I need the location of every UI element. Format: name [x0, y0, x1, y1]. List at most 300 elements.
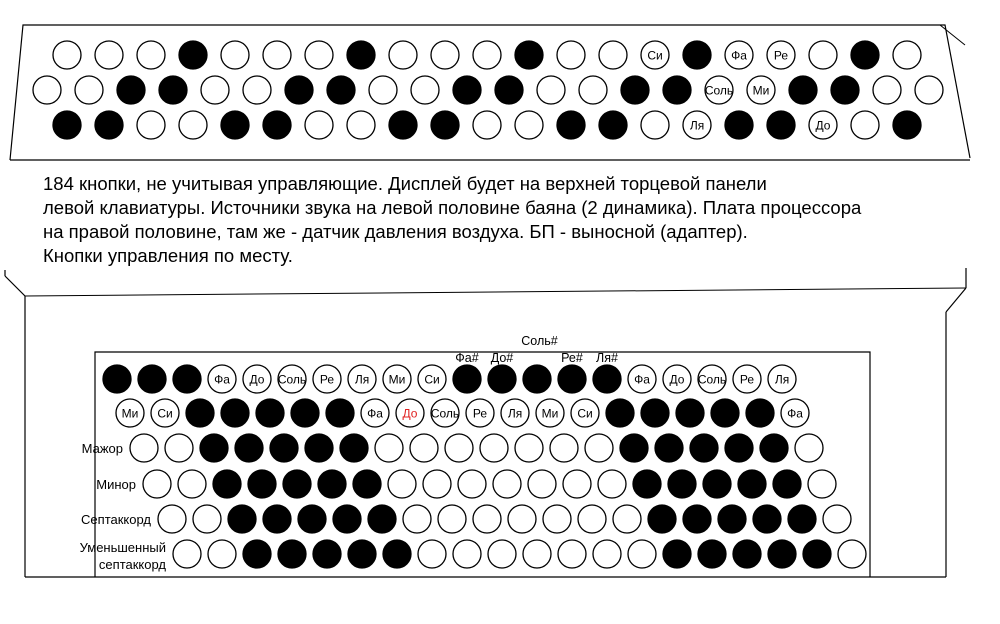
keyboard-button[interactable]: [200, 434, 228, 462]
keyboard-button[interactable]: [585, 434, 613, 462]
keyboard-button[interactable]: [683, 505, 711, 533]
black-button: [318, 470, 346, 498]
keyboard-button[interactable]: [515, 41, 543, 69]
keyboard-button[interactable]: [663, 76, 691, 104]
keyboard-button[interactable]: [528, 470, 556, 498]
keyboard-button[interactable]: [431, 399, 459, 427]
black-button: [641, 399, 669, 427]
keyboard-button[interactable]: [151, 399, 179, 427]
note-label: Соль: [704, 83, 734, 98]
keyboard-button[interactable]: [179, 41, 207, 69]
keyboard-button[interactable]: [313, 540, 341, 568]
note-label: Ми: [388, 372, 406, 387]
white-button: [347, 111, 375, 139]
black-button: [138, 365, 166, 393]
white-button: [165, 434, 193, 462]
keyboard-button[interactable]: [333, 505, 361, 533]
note-label: Ля: [774, 372, 790, 387]
black-button: [263, 505, 291, 533]
keyboard-button[interactable]: [285, 76, 313, 104]
black-button: [606, 399, 634, 427]
keyboard-button[interactable]: [283, 470, 311, 498]
keyboard-button[interactable]: [318, 470, 346, 498]
keyboard-button[interactable]: [753, 505, 781, 533]
white-button: [488, 540, 516, 568]
keyboard-button[interactable]: [606, 399, 634, 427]
keyboard-button[interactable]: [243, 540, 271, 568]
chord-row-label: Септаккорд: [81, 512, 151, 527]
black-button: [213, 470, 241, 498]
black-button: [221, 111, 249, 139]
keyboard-button[interactable]: [243, 76, 271, 104]
keyboard-button[interactable]: [593, 365, 621, 393]
keyboard-button[interactable]: [668, 470, 696, 498]
keyboard-button[interactable]: [313, 365, 341, 393]
black-button: [515, 41, 543, 69]
keyboard-button[interactable]: [641, 111, 669, 139]
keyboard-button[interactable]: [347, 111, 375, 139]
black-button: [746, 399, 774, 427]
sharp-label: Фа#: [455, 351, 479, 365]
keyboard-button[interactable]: [683, 111, 711, 139]
keyboard-button[interactable]: [95, 41, 123, 69]
white-button: [493, 470, 521, 498]
keyboard-button[interactable]: [173, 540, 201, 568]
black-button: [347, 41, 375, 69]
keyboard-button[interactable]: [431, 111, 459, 139]
keyboard-button[interactable]: [893, 111, 921, 139]
note-label: Фа: [214, 372, 230, 387]
black-button: [95, 111, 123, 139]
keyboard-button[interactable]: [809, 111, 837, 139]
keyboard-button[interactable]: [648, 505, 676, 533]
keyboard-button[interactable]: [369, 76, 397, 104]
white-button: [893, 41, 921, 69]
black-button: [633, 470, 661, 498]
keyboard-button[interactable]: [193, 505, 221, 533]
white-button: [585, 434, 613, 462]
keyboard-button[interactable]: [557, 41, 585, 69]
keyboard-button[interactable]: [725, 434, 753, 462]
white-button: [598, 470, 626, 498]
keyboard-button[interactable]: [789, 76, 817, 104]
keyboard-button[interactable]: [767, 111, 795, 139]
note-label: Ре: [319, 372, 335, 387]
black-button: [368, 505, 396, 533]
keyboard-button[interactable]: [823, 505, 851, 533]
bottom-keyboard-buttons: [80, 334, 866, 572]
keyboard-button[interactable]: [746, 399, 774, 427]
top-keyboard-buttons: [33, 41, 943, 139]
keyboard-button[interactable]: [599, 111, 627, 139]
keyboard-button[interactable]: [690, 434, 718, 462]
keyboard-button[interactable]: [641, 41, 669, 69]
white-button: [473, 505, 501, 533]
keyboard-button[interactable]: [473, 111, 501, 139]
black-button: [313, 540, 341, 568]
keyboard-button[interactable]: [760, 434, 788, 462]
note-label: Ля: [507, 406, 523, 421]
keyboard-button[interactable]: [375, 434, 403, 462]
white-button: [579, 76, 607, 104]
white-button: [473, 111, 501, 139]
white-button: [305, 111, 333, 139]
black-button: [431, 111, 459, 139]
keyboard-button[interactable]: [235, 434, 263, 462]
keyboard-button[interactable]: [117, 76, 145, 104]
keyboard-button[interactable]: [703, 470, 731, 498]
black-button: [668, 470, 696, 498]
black-button: [179, 41, 207, 69]
black-button: [558, 365, 586, 393]
black-button: [495, 76, 523, 104]
white-button: [537, 76, 565, 104]
white-button: [75, 76, 103, 104]
keyboard-button[interactable]: [718, 505, 746, 533]
note-label: Ми: [541, 406, 559, 421]
keyboard-button[interactable]: [278, 540, 306, 568]
keyboard-button[interactable]: [725, 41, 753, 69]
keyboard-button[interactable]: [305, 41, 333, 69]
keyboard-button[interactable]: [388, 470, 416, 498]
keyboard-button[interactable]: [228, 505, 256, 533]
black-button: [767, 111, 795, 139]
keyboard-button[interactable]: [423, 470, 451, 498]
white-button: [137, 41, 165, 69]
keyboard-button[interactable]: [438, 505, 466, 533]
keyboard-button[interactable]: [628, 540, 656, 568]
keyboard-button[interactable]: [711, 399, 739, 427]
keyboard-button[interactable]: [403, 505, 431, 533]
black-button: [256, 399, 284, 427]
note-label: До: [815, 118, 831, 133]
black-button: [53, 111, 81, 139]
keyboard-button[interactable]: [389, 111, 417, 139]
white-button: [423, 470, 451, 498]
black-button: [620, 434, 648, 462]
keyboard-button[interactable]: [159, 76, 187, 104]
keyboard-button[interactable]: [523, 540, 551, 568]
keyboard-button[interactable]: [803, 540, 831, 568]
keyboard-button[interactable]: [768, 540, 796, 568]
black-button: [663, 540, 691, 568]
black-button: [663, 76, 691, 104]
keyboard-button[interactable]: [389, 41, 417, 69]
white-button: [158, 505, 186, 533]
keyboard-button[interactable]: [263, 505, 291, 533]
keyboard-button[interactable]: [488, 365, 516, 393]
keyboard-button[interactable]: [508, 505, 536, 533]
keyboard-button[interactable]: [873, 76, 901, 104]
black-button: [173, 365, 201, 393]
black-button: [683, 41, 711, 69]
keyboard-button[interactable]: [418, 540, 446, 568]
keyboard-button[interactable]: [410, 434, 438, 462]
keyboard-button[interactable]: [831, 76, 859, 104]
keyboard-button[interactable]: [431, 41, 459, 69]
keyboard-button[interactable]: [733, 365, 761, 393]
keyboard-button[interactable]: [243, 365, 271, 393]
black-button: [718, 505, 746, 533]
keyboard-button[interactable]: [466, 399, 494, 427]
keyboard-button[interactable]: [613, 505, 641, 533]
keyboard-button[interactable]: [53, 41, 81, 69]
keyboard-button[interactable]: [263, 41, 291, 69]
keyboard-button[interactable]: [795, 434, 823, 462]
keyboard-button[interactable]: [418, 365, 446, 393]
note-label: Си: [157, 406, 173, 421]
note-label: Ре: [472, 406, 488, 421]
keyboard-button[interactable]: [186, 399, 214, 427]
white-button: [130, 434, 158, 462]
keyboard-button[interactable]: [620, 434, 648, 462]
keyboard-button[interactable]: [768, 365, 796, 393]
keyboard-button[interactable]: [270, 434, 298, 462]
keyboard-button[interactable]: [221, 41, 249, 69]
keyboard-button[interactable]: [767, 41, 795, 69]
keyboard-button[interactable]: [598, 470, 626, 498]
keyboard-button[interactable]: [213, 470, 241, 498]
white-button: [369, 76, 397, 104]
keyboard-button[interactable]: [137, 41, 165, 69]
keyboard-button[interactable]: [747, 76, 775, 104]
keyboard-button[interactable]: [95, 111, 123, 139]
keyboard-button[interactable]: [361, 399, 389, 427]
keyboard-button[interactable]: [593, 540, 621, 568]
black-button: [683, 505, 711, 533]
keyboard-button[interactable]: [663, 365, 691, 393]
keyboard-button[interactable]: [893, 41, 921, 69]
keyboard-button[interactable]: [348, 365, 376, 393]
keyboard-button[interactable]: [495, 76, 523, 104]
keyboard-button[interactable]: [221, 111, 249, 139]
note-label: Си: [424, 372, 440, 387]
keyboard-button[interactable]: [523, 365, 551, 393]
keyboard-button[interactable]: [493, 470, 521, 498]
note-label: Си: [647, 48, 663, 63]
sharp-label: До#: [490, 351, 514, 365]
keyboard-button[interactable]: [347, 41, 375, 69]
keyboard-button[interactable]: [683, 41, 711, 69]
keyboard-button[interactable]: [368, 505, 396, 533]
keyboard-button[interactable]: [221, 399, 249, 427]
keyboard-button[interactable]: [473, 505, 501, 533]
keyboard-button[interactable]: [571, 399, 599, 427]
keyboard-button[interactable]: [915, 76, 943, 104]
white-button: [557, 41, 585, 69]
black-button: [690, 434, 718, 462]
keyboard-button[interactable]: [53, 111, 81, 139]
chord-row-label: септаккорд: [98, 557, 166, 572]
keyboard-button[interactable]: [738, 470, 766, 498]
note-label: Фа: [367, 406, 383, 421]
black-button: [523, 365, 551, 393]
note-label: Соль: [430, 406, 460, 421]
keyboard-button[interactable]: [278, 365, 306, 393]
white-button: [458, 470, 486, 498]
black-button: [599, 111, 627, 139]
description-line: 184 кнопки, не учитывая управляющие. Дисплей будет на верхней торцевой панели: [43, 173, 767, 194]
black-button: [648, 505, 676, 533]
white-button: [593, 540, 621, 568]
note-label: До: [669, 372, 685, 387]
keyboard-button[interactable]: [851, 41, 879, 69]
keyboard-button[interactable]: [628, 365, 656, 393]
keyboard-button[interactable]: [208, 365, 236, 393]
keyboard-button[interactable]: [851, 111, 879, 139]
white-button: [515, 111, 543, 139]
keyboard-button[interactable]: [143, 470, 171, 498]
keyboard-button[interactable]: [705, 76, 733, 104]
keyboard-button[interactable]: [201, 76, 229, 104]
description-line: на правой половине, там же - датчик давления воздуха. БП - выносной (адаптер).: [43, 221, 748, 242]
keyboard-button[interactable]: [248, 470, 276, 498]
keyboard-button[interactable]: [808, 470, 836, 498]
keyboard-button[interactable]: [445, 434, 473, 462]
keyboard-button[interactable]: [348, 540, 376, 568]
note-label: Ля: [354, 372, 370, 387]
keyboard-button[interactable]: [263, 111, 291, 139]
keyboard-button[interactable]: [353, 470, 381, 498]
keyboard-button[interactable]: [326, 399, 354, 427]
keyboard-button[interactable]: [208, 540, 236, 568]
keyboard-button[interactable]: [558, 540, 586, 568]
keyboard-button[interactable]: [809, 41, 837, 69]
keyboard-button[interactable]: [75, 76, 103, 104]
black-button: [676, 399, 704, 427]
keyboard-button[interactable]: [33, 76, 61, 104]
keyboard-button[interactable]: [383, 540, 411, 568]
keyboard-button[interactable]: [340, 434, 368, 462]
white-button: [193, 505, 221, 533]
white-button: [173, 540, 201, 568]
keyboard-button[interactable]: [550, 434, 578, 462]
keyboard-button[interactable]: [663, 540, 691, 568]
black-button: [340, 434, 368, 462]
sharp-label: Ре#: [561, 351, 583, 365]
black-button: [200, 434, 228, 462]
keyboard-button[interactable]: [305, 111, 333, 139]
white-button: [445, 434, 473, 462]
black-button: [803, 540, 831, 568]
keyboard-button[interactable]: [473, 41, 501, 69]
keyboard-button[interactable]: [543, 505, 571, 533]
keyboard-button[interactable]: [178, 470, 206, 498]
keyboard-button[interactable]: [453, 540, 481, 568]
keyboard-button[interactable]: [698, 365, 726, 393]
keyboard-button[interactable]: [621, 76, 649, 104]
black-button: [103, 365, 131, 393]
white-button: [375, 434, 403, 462]
white-button: [410, 434, 438, 462]
note-label: Ре: [773, 48, 789, 63]
chord-row-label: Мажор: [81, 441, 123, 456]
keyboard-button[interactable]: [103, 365, 131, 393]
keyboard-button[interactable]: [488, 540, 516, 568]
keyboard-button[interactable]: [655, 434, 683, 462]
black-button: [117, 76, 145, 104]
white-button: [523, 540, 551, 568]
keyboard-button[interactable]: [725, 111, 753, 139]
keyboard-button[interactable]: [557, 111, 585, 139]
black-button: [593, 365, 621, 393]
keyboard-button[interactable]: [383, 365, 411, 393]
note-label: До: [249, 372, 265, 387]
keyboard-button[interactable]: [733, 540, 761, 568]
note-label: До: [402, 406, 418, 421]
white-button: [137, 111, 165, 139]
white-button: [431, 41, 459, 69]
white-button: [628, 540, 656, 568]
black-button: [235, 434, 263, 462]
keyboard-button[interactable]: [633, 470, 661, 498]
keyboard-button[interactable]: [458, 470, 486, 498]
keyboard-button[interactable]: [773, 470, 801, 498]
keyboard-button[interactable]: [173, 365, 201, 393]
keyboard-button[interactable]: [305, 434, 333, 462]
white-button: [515, 434, 543, 462]
keyboard-button[interactable]: [563, 470, 591, 498]
keyboard-button[interactable]: [291, 399, 319, 427]
keyboard-button[interactable]: [130, 434, 158, 462]
keyboard-button[interactable]: [781, 399, 809, 427]
white-button: [201, 76, 229, 104]
keyboard-button[interactable]: [453, 365, 481, 393]
keyboard-button[interactable]: [537, 76, 565, 104]
keyboard-button[interactable]: [579, 76, 607, 104]
keyboard-button[interactable]: [179, 111, 207, 139]
black-button: [305, 434, 333, 462]
white-button: [143, 470, 171, 498]
keyboard-button[interactable]: [641, 399, 669, 427]
black-button: [788, 505, 816, 533]
keyboard-button[interactable]: [411, 76, 439, 104]
keyboard-button[interactable]: [480, 434, 508, 462]
keyboard-button[interactable]: [256, 399, 284, 427]
white-button: [823, 505, 851, 533]
keyboard-button[interactable]: [116, 399, 144, 427]
black-button: [186, 399, 214, 427]
keyboard-button[interactable]: [396, 399, 424, 427]
keyboard-button[interactable]: [298, 505, 326, 533]
white-button: [208, 540, 236, 568]
keyboard-button[interactable]: [558, 365, 586, 393]
keyboard-button[interactable]: [838, 540, 866, 568]
keyboard-button[interactable]: [515, 434, 543, 462]
keyboard-button[interactable]: [138, 365, 166, 393]
white-button: [613, 505, 641, 533]
black-button: [773, 470, 801, 498]
keyboard-button[interactable]: [599, 41, 627, 69]
white-button: [851, 111, 879, 139]
keyboard-button[interactable]: [165, 434, 193, 462]
black-button: [453, 365, 481, 393]
white-button: [305, 41, 333, 69]
black-button: [348, 540, 376, 568]
keyboard-button[interactable]: [158, 505, 186, 533]
keyboard-button[interactable]: [698, 540, 726, 568]
keyboard-button[interactable]: [501, 399, 529, 427]
black-button: [248, 470, 276, 498]
keyboard-button[interactable]: [578, 505, 606, 533]
keyboard-button[interactable]: [327, 76, 355, 104]
keyboard-button[interactable]: [137, 111, 165, 139]
keyboard-button[interactable]: [536, 399, 564, 427]
keyboard-button[interactable]: [788, 505, 816, 533]
keyboard-button[interactable]: [515, 111, 543, 139]
keyboard-button[interactable]: [676, 399, 704, 427]
keyboard-button[interactable]: [453, 76, 481, 104]
